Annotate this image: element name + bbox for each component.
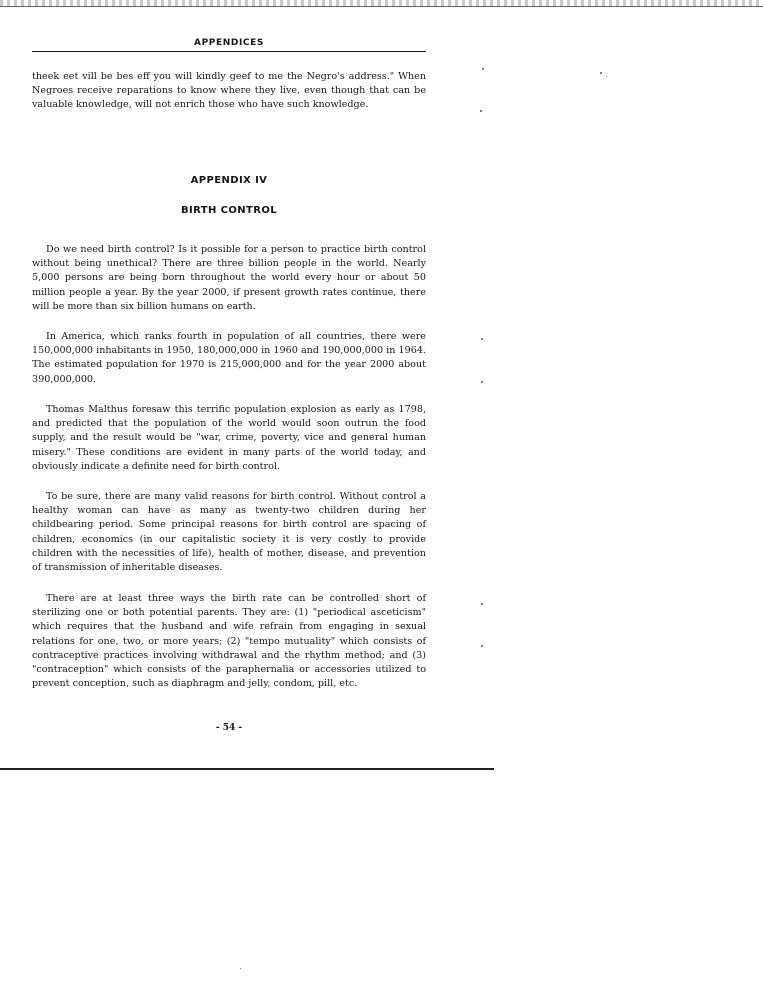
paragraph-valid-reasons: To be sure, there are many valid reasons for birth control. Without control a healthy woman can have as many as twenty-two children during her childbearing period. Some principal reasons for birth control are spacing of children, economics (in our capitalistic society it is very costly to provide children with the necessities of life), health of mother, disease, and prevention of transmission of inheritable diseases. <box>32 491 426 574</box>
section-title: BIRTH CONTROL <box>180 205 278 216</box>
scan-speck <box>482 68 484 70</box>
scan-speck <box>481 338 483 340</box>
page-number: - 54 - <box>215 723 243 733</box>
scan-speck <box>481 381 483 383</box>
scan-speck <box>240 968 241 969</box>
scan-speck <box>606 76 607 77</box>
header-rule <box>32 51 426 52</box>
paragraph-birth-control-question: Do we need birth control? Is it possible for a person to practice birth control without being unethical? There are three billion people in the world. Nearly 5,000 persons are being born throughout the world every hour or about 50 million people a year. By the year 2000, if present growth rates continue, there will be more than six billion humans on earth. <box>32 244 426 312</box>
scan-speck <box>480 110 482 112</box>
paragraph-america-population: In America, which ranks fourth in population of all countries, there were 150,000,000 inhabitants in 1950, 180,000,000 in 1960 and 190,000,000 in 1964. The estimated population for 1970 is 215,000,000 and for the year 2000 about 390,000,000. <box>32 331 426 385</box>
scan-speck <box>481 645 483 647</box>
bottom-rule <box>0 768 494 770</box>
paragraph-three-ways: There are at least three ways the birth rate can be controlled short of sterilizing one or both potential parents. They are: (1) "periodical asceticism" which requires that the husband and wife refrain from engaging in sexual relations for one, two, or more years; (2) "tempo mutuality" which consists of contraceptive practices involving withdrawal and the rhythm method; and (3) "contraception" which consists of the paraphernalia or accessories utilized to prevent conception, such as diaphragm and jelly, condom, pill, etc. <box>32 593 426 690</box>
paragraph-malthus: Thomas Malthus foresaw this terrific population explosion as early as 1798, and predicted that the population of the world would soon outrun the food supply, and the result would be "war, crime, poverty, vice and general human misery." These conditions are evident in many parts of the world today, and obviously indicate a definite need for birth control. <box>32 404 426 472</box>
scan-top-edge <box>0 0 763 7</box>
scan-speck <box>481 603 483 605</box>
appendix-title: APPENDIX IV <box>190 175 268 186</box>
running-head: APPENDICES <box>194 38 264 48</box>
scan-speck <box>600 72 602 74</box>
continuation-paragraph: theek eet vill be bes eff you will kindly geef to me the Negro's address." When Negroes receive reparations to know where they live, even though that can be valuable knowledge, will not enrich those who have such knowledge. <box>32 71 426 111</box>
